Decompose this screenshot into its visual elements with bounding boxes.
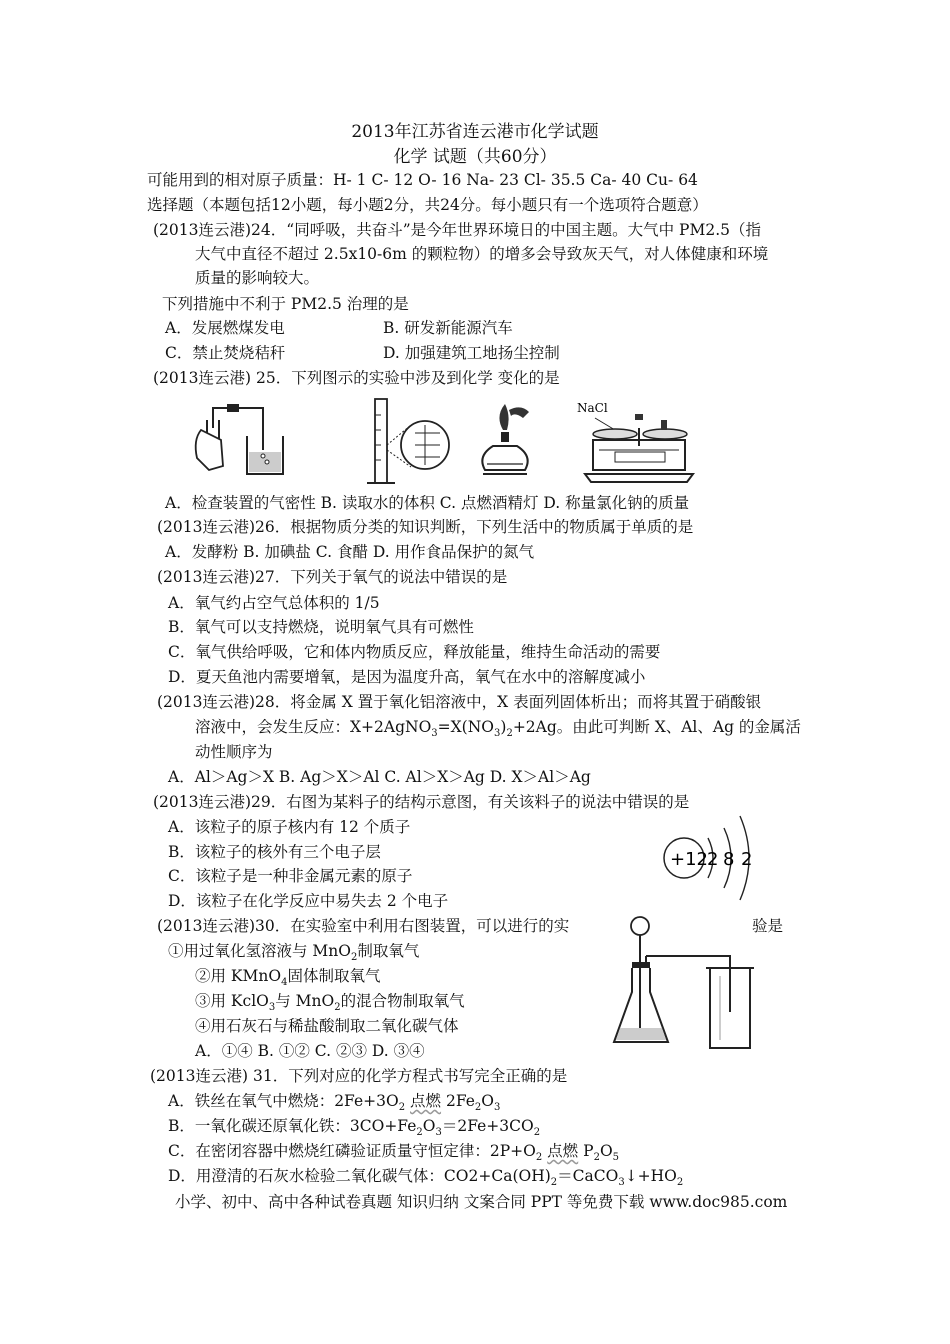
- page-subtitle: 化学 试题（共60分）: [393, 147, 557, 167]
- q29-option-d: D．该粒子在化学反应中易失去 2 个电子: [168, 892, 449, 910]
- q30-stem: (2013连云港)30．在实验室中利用右图装置，可以进行的实: [157, 917, 570, 935]
- balance-figure: [575, 398, 695, 488]
- q27-option-a: A．氧气约占空气总体积的 1/5: [168, 594, 380, 612]
- q30-stem-end: 验是: [752, 917, 784, 935]
- q27-option-c: C．氧气供给呼吸，它和体内物质反应，释放能量，维持生命活动的需要: [168, 643, 661, 661]
- q25-stem: (2013连云港) 25．下列图示的实验中涉及到化学 变化的是: [153, 369, 560, 387]
- page-footer: 小学、初中、高中各种试卷真题 知识归纳 文案合同 PPT 等免费下载 www.doc985.com: [175, 1193, 788, 1211]
- q29-option-c: C．该粒子是一种非金属元素的原子: [168, 867, 413, 885]
- q27-option-d: D．夏天鱼池内需要增氧，是因为温度升高，氧气在水中的溶解度减小: [168, 668, 646, 686]
- q27-stem: (2013连云港)27．下列关于氧气的说法中错误的是: [157, 568, 508, 586]
- q29-stem: (2013连云港)29．右图为某料子的结构示意图，有关该料子的说法中错误的是: [153, 793, 690, 811]
- q31-option-d: D．用澄清的石灰水检验二氧化碳气体：$CO2+Ca(OH)_2=CaCO_3↓+HO_2$: [168, 1167, 684, 1189]
- q30-options: A．①④ B. ①② C. ②③ D. ③④: [195, 1042, 425, 1060]
- gas-generation-apparatus-figure: [610, 912, 760, 1062]
- q31-option-c: C．在密闭容器中燃烧红磷验证质量守恒定律：$2P+O_2$ 点燃 $P_2O_5$: [168, 1142, 620, 1164]
- q31-option-b: B．一氧化碳还原氧化铁：$3CO+Fe_2O_3=2Fe+3CO_2$: [168, 1117, 541, 1139]
- q24-option-a: A．发展燃煤发电: [165, 319, 285, 337]
- atomic-masses: 可能用到的相对原子质量：H- 1 C- 12 O- 16 Na- 23 Cl- 35.5 Ca- 40 Cu- 64: [147, 171, 698, 189]
- q24-question: 下列措施中不利于 PM2.5 治理的是: [162, 295, 409, 313]
- q26-stem: (2013连云港)26．根据物质分类的知识判断，下列生活中的物质属于单质的是: [157, 518, 694, 536]
- q24-option-c: C．禁止焚烧秸秆: [165, 344, 286, 362]
- shell-1-electrons: 2: [707, 849, 719, 870]
- q24-stem-line2: 大气中直径不超过 2.5x10-6m 的颗粒物）的增多会导致灰天气，对人体健康和环境: [195, 245, 769, 263]
- nucleus-charge: +12: [670, 849, 708, 870]
- q31-option-a: A．铁丝在氧气中燃烧：$2Fe+3O_2$ 点燃 $2Fe_2O_3$: [168, 1092, 501, 1114]
- nacl-label: NaCl: [577, 401, 608, 415]
- q28-stem-line2: 溶液中，会发生反应：$X+2AgNO_3=X(NO_3)_2+2Ag$。由此可判断 X、Al、Ag 的金属活: [195, 718, 801, 740]
- q26-options: A．发酵粉 B. 加碘盐 C. 食醋 D. 用作食品保护的氮气: [165, 543, 535, 561]
- q24-stem-line1: (2013连云港)24．“同呼吸，共奋斗”是今年世界环境日的中国主题。大气中 PM2.5（指: [153, 221, 761, 239]
- shell-2-electrons: 8: [723, 849, 735, 870]
- q24-option-d: D. 加强建筑工地扬尘控制: [383, 344, 560, 362]
- q30-item-3: ③用 KclO$_3$与 MnO$_2$的混合物制取氧气: [195, 992, 465, 1014]
- q31-stem: (2013连云港) 31．下列对应的化学方程式书写完全正确的是: [150, 1067, 568, 1085]
- q29-option-b: B．该粒子的核外有三个电子层: [168, 843, 381, 861]
- section-note: 选择题（本题包括12小题，每小题2分，共24分。每小题只有一个选项符合题意）: [147, 196, 708, 214]
- airtightness-check-figure: [183, 400, 293, 480]
- q24-stem-line3: 质量的影响较大。: [195, 269, 320, 287]
- q28-options: A．Al＞Ag＞X B. Ag＞X＞Al C. Al＞X＞Ag D. X＞Al＞Ag: [168, 768, 591, 786]
- atom-structure-diagram: [660, 810, 770, 905]
- q27-option-b: B．氧气可以支持燃烧，说明氧气具有可燃性: [168, 618, 474, 636]
- page-title: 2013年江苏省连云港市化学试题: [351, 122, 599, 142]
- q30-item-2: ②用 KMnO$_4$固体制取氧气: [195, 967, 381, 989]
- q28-stem-line3: 动性顺序为: [195, 743, 273, 761]
- shell-3-electrons: 2: [741, 849, 753, 870]
- q30-item-1: ①用过氧化氢溶液与 MnO$_2$制取氧气: [168, 942, 420, 964]
- q25-options: A．检查装置的气密性 B. 读取水的体积 C. 点燃酒精灯 D. 称量氯化钠的质量: [165, 494, 690, 512]
- q29-option-a: A．该粒子的原子核内有 12 个质子: [168, 818, 411, 836]
- q24-option-b: B. 研发新能源汽车: [383, 319, 513, 337]
- q30-item-4: ④用石灰石与稀盐酸制取二氧化碳气体: [195, 1017, 459, 1035]
- alcohol-lamp-figure: [475, 400, 535, 485]
- q28-stem-line1: (2013连云港)28．将金属 X 置于氧化铝溶液中，X 表面列固体析出；而将其置于硝酸银: [157, 693, 762, 711]
- graduated-cylinder-figure: [345, 395, 455, 490]
